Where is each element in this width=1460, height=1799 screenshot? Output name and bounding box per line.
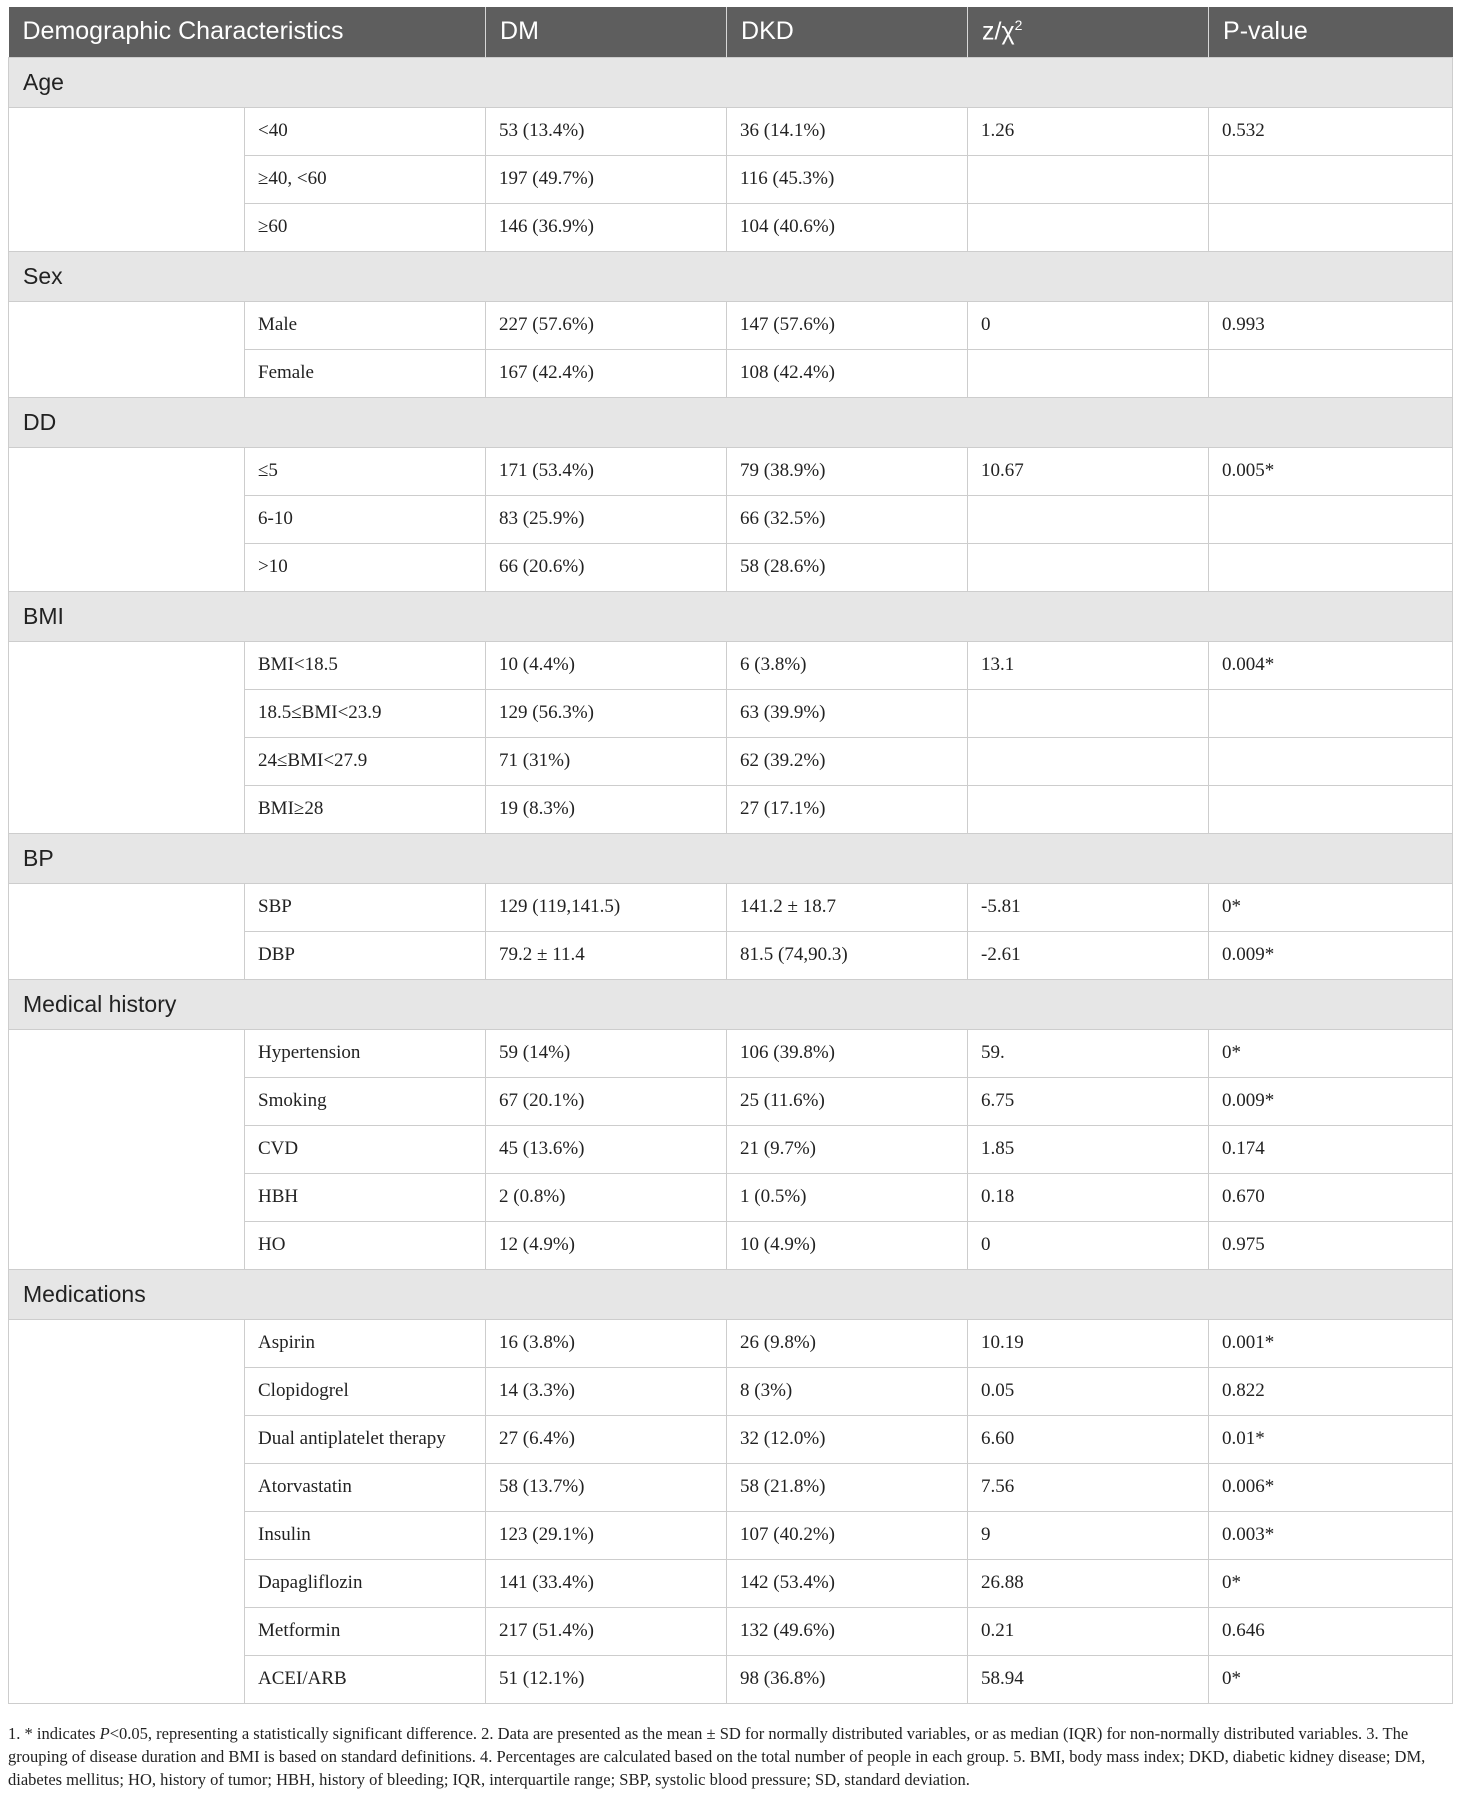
p-value: 0.174 [1209, 1125, 1453, 1173]
row-label: CVD [245, 1125, 486, 1173]
table-row [9, 107, 1453, 155]
group-label: BP [9, 833, 1453, 883]
p-value [1209, 689, 1453, 737]
dm-value: 12 (4.9%) [486, 1221, 727, 1269]
statistic-value: 0.05 [968, 1367, 1209, 1415]
dkd-value: 21 (9.7%) [727, 1125, 968, 1173]
table-row [9, 1607, 1453, 1655]
row-label: Hypertension [245, 1029, 486, 1077]
dkd-value: 6 (3.8%) [727, 641, 968, 689]
p-value: 0.532 [1209, 107, 1453, 155]
row-label: ≥60 [245, 203, 486, 251]
footnote-pre: 1. * indicates [8, 1724, 100, 1743]
indent-cell [9, 155, 245, 203]
indent-cell [9, 1415, 245, 1463]
dm-value: 59 (14%) [486, 1029, 727, 1077]
footnote-post: <0.05, representing a statistically significant difference. 2. Data are presented as the mean ± SD for normally distributed variables, or as median (IQR) for non-normally distributed variables. 3. The grouping of disease duration and BMI is based on standard definitions. 4. Percentages are calculated based on the total number of people in each group. 5. BMI, body mass index; DKD, diabetic kidney disease; DM, diabetes mellitus; HO, history of tumor; HBH, history of bleeding; IQR, interquartile range; SBP, systolic blood pressure; SD, standard deviation. [8, 1724, 1426, 1789]
dm-value: 66 (20.6%) [486, 543, 727, 591]
dm-value: 129 (119,141.5) [486, 883, 727, 931]
dm-value: 16 (3.8%) [486, 1319, 727, 1367]
row-label: Smoking [245, 1077, 486, 1125]
p-value [1209, 737, 1453, 785]
indent-cell [9, 203, 245, 251]
dkd-value: 79 (38.9%) [727, 447, 968, 495]
dkd-value: 142 (53.4%) [727, 1559, 968, 1607]
table-row [9, 1415, 1453, 1463]
dm-value: 45 (13.6%) [486, 1125, 727, 1173]
dkd-value: 132 (49.6%) [727, 1607, 968, 1655]
table-header-row [9, 7, 1453, 57]
dm-value: 67 (20.1%) [486, 1077, 727, 1125]
p-value: 0.004* [1209, 641, 1453, 689]
dm-value: 19 (8.3%) [486, 785, 727, 833]
p-value: 0.009* [1209, 1077, 1453, 1125]
indent-cell [9, 1125, 245, 1173]
row-label: Female [245, 349, 486, 397]
statistic-value: 13.1 [968, 641, 1209, 689]
statistic-value: 0 [968, 301, 1209, 349]
row-label: >10 [245, 543, 486, 591]
statistic-value [968, 543, 1209, 591]
indent-cell [9, 349, 245, 397]
group-label: DD [9, 397, 1453, 447]
row-label: ≥40, <60 [245, 155, 486, 203]
p-value: 0* [1209, 883, 1453, 931]
header-statistic-base: z/χ [982, 17, 1015, 46]
indent-cell [9, 1463, 245, 1511]
statistic-value: 9 [968, 1511, 1209, 1559]
p-value [1209, 155, 1453, 203]
group-row [9, 251, 1453, 301]
table-row [9, 737, 1453, 785]
table-row [9, 785, 1453, 833]
dm-value: 167 (42.4%) [486, 349, 727, 397]
dkd-value: 8 (3%) [727, 1367, 968, 1415]
table-row [9, 155, 1453, 203]
table-row [9, 203, 1453, 251]
dm-value: 27 (6.4%) [486, 1415, 727, 1463]
indent-cell [9, 641, 245, 689]
table-row [9, 1655, 1453, 1703]
dm-value: 53 (13.4%) [486, 107, 727, 155]
row-label: Male [245, 301, 486, 349]
row-label: 18.5≤BMI<23.9 [245, 689, 486, 737]
dkd-value: 116 (45.3%) [727, 155, 968, 203]
group-label: BMI [9, 591, 1453, 641]
statistic-value: 0 [968, 1221, 1209, 1269]
dkd-value: 104 (40.6%) [727, 203, 968, 251]
dkd-value: 58 (21.8%) [727, 1463, 968, 1511]
group-row [9, 397, 1453, 447]
statistic-value: 1.26 [968, 107, 1209, 155]
header-statistic-sup: 2 [1014, 17, 1023, 34]
statistic-value: -2.61 [968, 931, 1209, 979]
statistic-value [968, 785, 1209, 833]
dm-value: 71 (31%) [486, 737, 727, 785]
p-value: 0.005* [1209, 447, 1453, 495]
dm-value: 2 (0.8%) [486, 1173, 727, 1221]
indent-cell [9, 1173, 245, 1221]
dm-value: 58 (13.7%) [486, 1463, 727, 1511]
header-demographic-characteristics: Demographic Characteristics [9, 7, 486, 57]
p-value: 0* [1209, 1029, 1453, 1077]
table-row [9, 1367, 1453, 1415]
group-row [9, 591, 1453, 641]
dm-value: 227 (57.6%) [486, 301, 727, 349]
row-label: Aspirin [245, 1319, 486, 1367]
table-row [9, 883, 1453, 931]
dkd-value: 62 (39.2%) [727, 737, 968, 785]
row-label: DBP [245, 931, 486, 979]
p-value: 0.01* [1209, 1415, 1453, 1463]
group-row [9, 57, 1453, 107]
dkd-value: 25 (11.6%) [727, 1077, 968, 1125]
dm-value: 217 (51.4%) [486, 1607, 727, 1655]
table-row [9, 1173, 1453, 1221]
row-label: Dual antiplatelet therapy [245, 1415, 486, 1463]
group-row [9, 1269, 1453, 1319]
table-row [9, 1077, 1453, 1125]
dm-value: 14 (3.3%) [486, 1367, 727, 1415]
dkd-value: 66 (32.5%) [727, 495, 968, 543]
row-label: <40 [245, 107, 486, 155]
table-row [9, 1463, 1453, 1511]
table-row [9, 1559, 1453, 1607]
statistic-value: 10.19 [968, 1319, 1209, 1367]
dkd-value: 32 (12.0%) [727, 1415, 968, 1463]
indent-cell [9, 737, 245, 785]
p-value [1209, 203, 1453, 251]
header-statistic [968, 7, 1209, 57]
indent-cell [9, 1029, 245, 1077]
p-value [1209, 349, 1453, 397]
statistic-value [968, 349, 1209, 397]
statistic-value: 1.85 [968, 1125, 1209, 1173]
p-value: 0.670 [1209, 1173, 1453, 1221]
dkd-value: 27 (17.1%) [727, 785, 968, 833]
statistic-value: 59. [968, 1029, 1209, 1077]
dkd-value: 36 (14.1%) [727, 107, 968, 155]
row-label: Dapagliflozin [245, 1559, 486, 1607]
indent-cell [9, 883, 245, 931]
dm-value: 197 (49.7%) [486, 155, 727, 203]
statistic-value: -5.81 [968, 883, 1209, 931]
row-label: BMI≥28 [245, 785, 486, 833]
dm-value: 79.2 ± 11.4 [486, 931, 727, 979]
header-dkd: DKD [727, 7, 968, 57]
indent-cell [9, 107, 245, 155]
p-value: 0.975 [1209, 1221, 1453, 1269]
dkd-value: 108 (42.4%) [727, 349, 968, 397]
table-row [9, 1221, 1453, 1269]
group-row [9, 979, 1453, 1029]
indent-cell [9, 447, 245, 495]
dm-value: 146 (36.9%) [486, 203, 727, 251]
dkd-value: 26 (9.8%) [727, 1319, 968, 1367]
statistic-value: 0.18 [968, 1173, 1209, 1221]
row-label: Clopidogrel [245, 1367, 486, 1415]
indent-cell [9, 1367, 245, 1415]
p-value [1209, 785, 1453, 833]
dkd-value: 63 (39.9%) [727, 689, 968, 737]
row-label: HO [245, 1221, 486, 1269]
p-value [1209, 543, 1453, 591]
row-label: HBH [245, 1173, 486, 1221]
dkd-value: 106 (39.8%) [727, 1029, 968, 1077]
p-value: 0* [1209, 1559, 1453, 1607]
table-row [9, 543, 1453, 591]
indent-cell [9, 1511, 245, 1559]
table-footnote [8, 1722, 1452, 1791]
row-label: ≤5 [245, 447, 486, 495]
row-label: Metformin [245, 1607, 486, 1655]
table-container [8, 7, 1452, 1704]
p-value [1209, 495, 1453, 543]
indent-cell [9, 689, 245, 737]
statistic-value: 10.67 [968, 447, 1209, 495]
table-row [9, 641, 1453, 689]
statistic-value [968, 495, 1209, 543]
table-row [9, 1511, 1453, 1559]
statistic-value [968, 737, 1209, 785]
statistic-value: 7.56 [968, 1463, 1209, 1511]
dm-value: 129 (56.3%) [486, 689, 727, 737]
indent-cell [9, 1077, 245, 1125]
indent-cell [9, 931, 245, 979]
dkd-value: 147 (57.6%) [727, 301, 968, 349]
group-label: Medical history [9, 979, 1453, 1029]
statistic-value: 0.21 [968, 1607, 1209, 1655]
table-row [9, 447, 1453, 495]
table-row [9, 1029, 1453, 1077]
dkd-value: 1 (0.5%) [727, 1173, 968, 1221]
dkd-value: 141.2 ± 18.7 [727, 883, 968, 931]
dkd-value: 58 (28.6%) [727, 543, 968, 591]
dkd-value: 10 (4.9%) [727, 1221, 968, 1269]
p-value: 0.822 [1209, 1367, 1453, 1415]
row-label: ACEI/ARB [245, 1655, 486, 1703]
indent-cell [9, 301, 245, 349]
statistic-value: 58.94 [968, 1655, 1209, 1703]
header-dm: DM [486, 7, 727, 57]
indent-cell [9, 1607, 245, 1655]
table-row [9, 495, 1453, 543]
indent-cell [9, 1655, 245, 1703]
demographics-table [8, 7, 1453, 1704]
group-row [9, 833, 1453, 883]
indent-cell [9, 785, 245, 833]
p-value: 0* [1209, 1655, 1453, 1703]
row-label: BMI<18.5 [245, 641, 486, 689]
indent-cell [9, 1559, 245, 1607]
indent-cell [9, 543, 245, 591]
p-value: 0.009* [1209, 931, 1453, 979]
footnote-italic: P [99, 1724, 110, 1743]
statistic-value: 6.75 [968, 1077, 1209, 1125]
dm-value: 141 (33.4%) [486, 1559, 727, 1607]
dkd-value: 98 (36.8%) [727, 1655, 968, 1703]
table-row [9, 689, 1453, 737]
dm-value: 51 (12.1%) [486, 1655, 727, 1703]
statistic-value: 6.60 [968, 1415, 1209, 1463]
dkd-value: 107 (40.2%) [727, 1511, 968, 1559]
table-row [9, 931, 1453, 979]
indent-cell [9, 495, 245, 543]
p-value: 0.646 [1209, 1607, 1453, 1655]
p-value: 0.993 [1209, 301, 1453, 349]
table-row [9, 1319, 1453, 1367]
p-value: 0.001* [1209, 1319, 1453, 1367]
dm-value: 171 (53.4%) [486, 447, 727, 495]
statistic-value: 26.88 [968, 1559, 1209, 1607]
dm-value: 123 (29.1%) [486, 1511, 727, 1559]
row-label: 24≤BMI<27.9 [245, 737, 486, 785]
p-value: 0.006* [1209, 1463, 1453, 1511]
table-row [9, 349, 1453, 397]
dm-value: 83 (25.9%) [486, 495, 727, 543]
dkd-value: 81.5 (74,90.3) [727, 931, 968, 979]
row-label: Insulin [245, 1511, 486, 1559]
row-label: Atorvastatin [245, 1463, 486, 1511]
row-label: SBP [245, 883, 486, 931]
statistic-value [968, 689, 1209, 737]
table-row [9, 1125, 1453, 1173]
indent-cell [9, 1319, 245, 1367]
group-label: Age [9, 57, 1453, 107]
row-label: 6-10 [245, 495, 486, 543]
header-p-value: P-value [1209, 7, 1453, 57]
indent-cell [9, 1221, 245, 1269]
table-body [9, 57, 1453, 1703]
dm-value: 10 (4.4%) [486, 641, 727, 689]
p-value: 0.003* [1209, 1511, 1453, 1559]
group-label: Medications [9, 1269, 1453, 1319]
statistic-value [968, 203, 1209, 251]
statistic-value [968, 155, 1209, 203]
group-label: Sex [9, 251, 1453, 301]
table-row [9, 301, 1453, 349]
